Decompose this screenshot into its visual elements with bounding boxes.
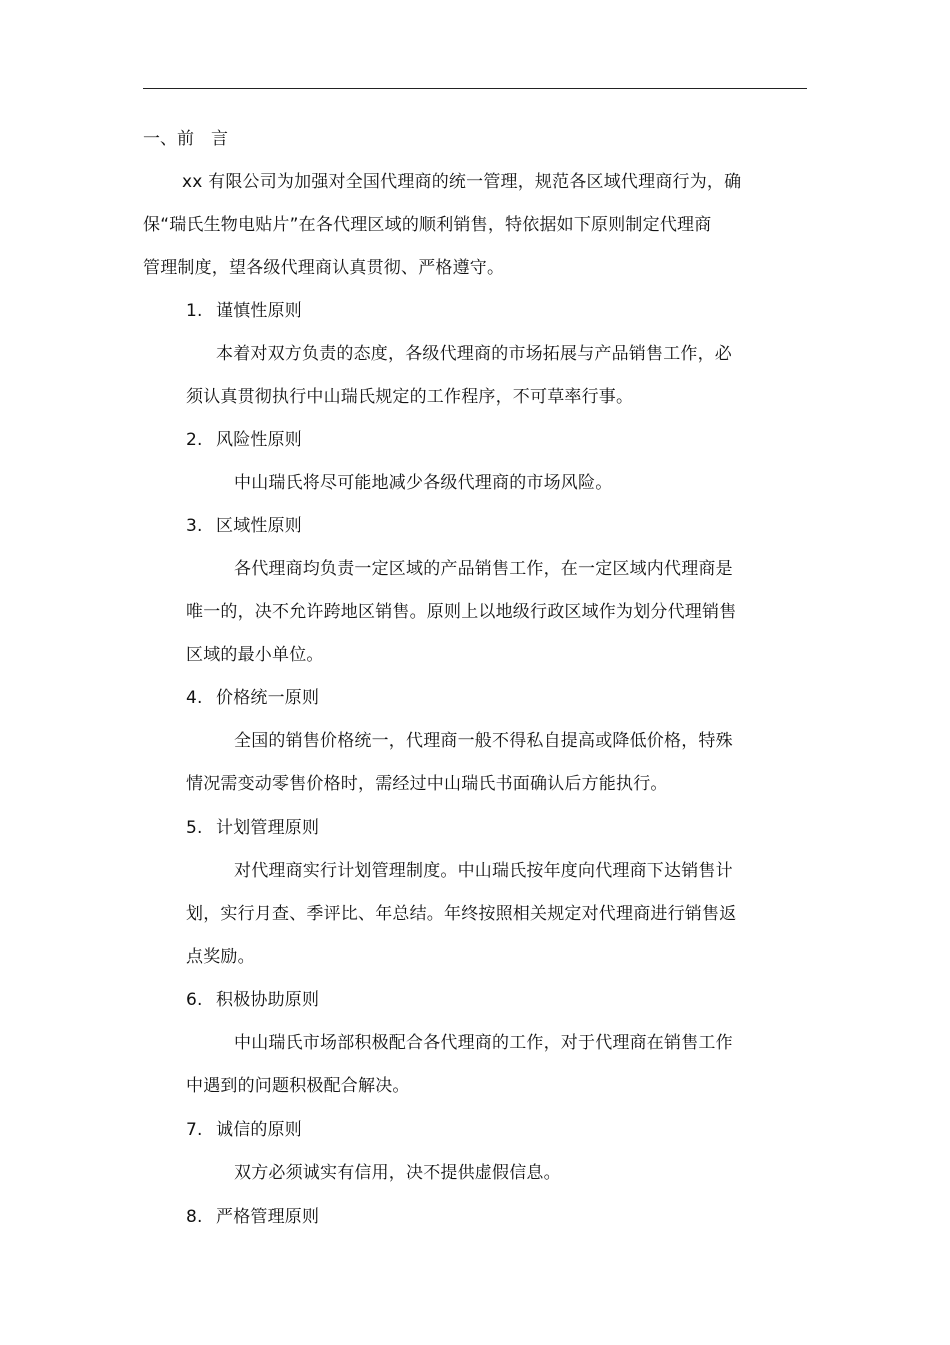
principle-heading (186, 988, 319, 1012)
intro-line: 保“瑞氏生物电贴片”在各代理区域的顺利销售，特依据如下原则制定代理商 (143, 215, 712, 235)
intro-line: xx 有限公司为加强对全国代理商的统一管理，规范各区域代理商行为，确 (182, 172, 742, 192)
principle-body-line: 情况需变动零售价格时，需经过中山瑞氏书面确认后方能执行。 (186, 774, 668, 794)
principle-number: 6. (186, 990, 203, 1010)
principle-title: 风险性原则 (216, 430, 302, 450)
principle-body-line: 本着对双方负责的态度，各级代理商的市场拓展与产品销售工作，必 (216, 344, 732, 364)
principle-title: 诚信的原则 (216, 1120, 302, 1140)
principle-heading (186, 686, 319, 710)
principle-number: 8. (186, 1207, 203, 1227)
intro-line: 管理制度，望各级代理商认真贯彻、严格遵守。 (143, 258, 505, 278)
principle-body-line: 划，实行月查、季评比、年总结。年终按照相关规定对代理商进行销售返 (186, 904, 737, 924)
principle-number: 1. (186, 301, 203, 321)
principle-title: 区域性原则 (216, 516, 302, 536)
principle-heading (186, 1118, 302, 1142)
principle-body-line: 全国的销售价格统一，代理商一般不得私自提高或降低价格，特殊 (234, 731, 733, 751)
principle-title: 严格管理原则 (216, 1207, 320, 1227)
principle-number: 2. (186, 430, 203, 450)
principle-number: 3. (186, 516, 203, 536)
principle-heading (186, 299, 302, 323)
principle-body-line: 对代理商实行计划管理制度。中山瑞氏按年度向代理商下达销售计 (234, 861, 733, 881)
principle-number: 5. (186, 818, 203, 838)
principle-body-line: 中遇到的问题积极配合解决。 (186, 1076, 410, 1096)
principle-number: 7. (186, 1120, 203, 1140)
principle-title: 谨慎性原则 (216, 301, 302, 321)
principle-title: 计划管理原则 (216, 818, 320, 838)
principle-title: 积极协助原则 (216, 990, 320, 1010)
principle-body-line: 点奖励。 (186, 947, 255, 967)
principle-number: 4. (186, 688, 203, 708)
header-rule (143, 88, 807, 89)
principle-body-line: 中山瑞氏市场部积极配合各代理商的工作，对于代理商在销售工作 (234, 1033, 733, 1053)
principle-body-line: 唯一的，决不允许跨地区销售。原则上以地级行政区域作为划分代理销售 (186, 602, 737, 622)
principle-body-line: 区域的最小单位。 (186, 645, 324, 665)
section-heading: 一、前 言 (143, 129, 228, 149)
principle-heading (186, 428, 302, 452)
principle-body-line: 各代理商均负责一定区域的产品销售工作，在一定区域内代理商是 (234, 559, 733, 579)
principle-body-line: 须认真贯彻执行中山瑞氏规定的工作程序，不可草率行事。 (186, 387, 634, 407)
principle-heading (186, 1205, 319, 1229)
principle-body-line: 双方必须诚实有信用，决不提供虚假信息。 (234, 1163, 561, 1183)
principle-heading (186, 816, 319, 840)
principle-body-line: 中山瑞氏将尽可能地减少各级代理商的市场风险。 (234, 473, 613, 493)
principle-heading (186, 514, 302, 538)
principle-title: 价格统一原则 (216, 688, 320, 708)
